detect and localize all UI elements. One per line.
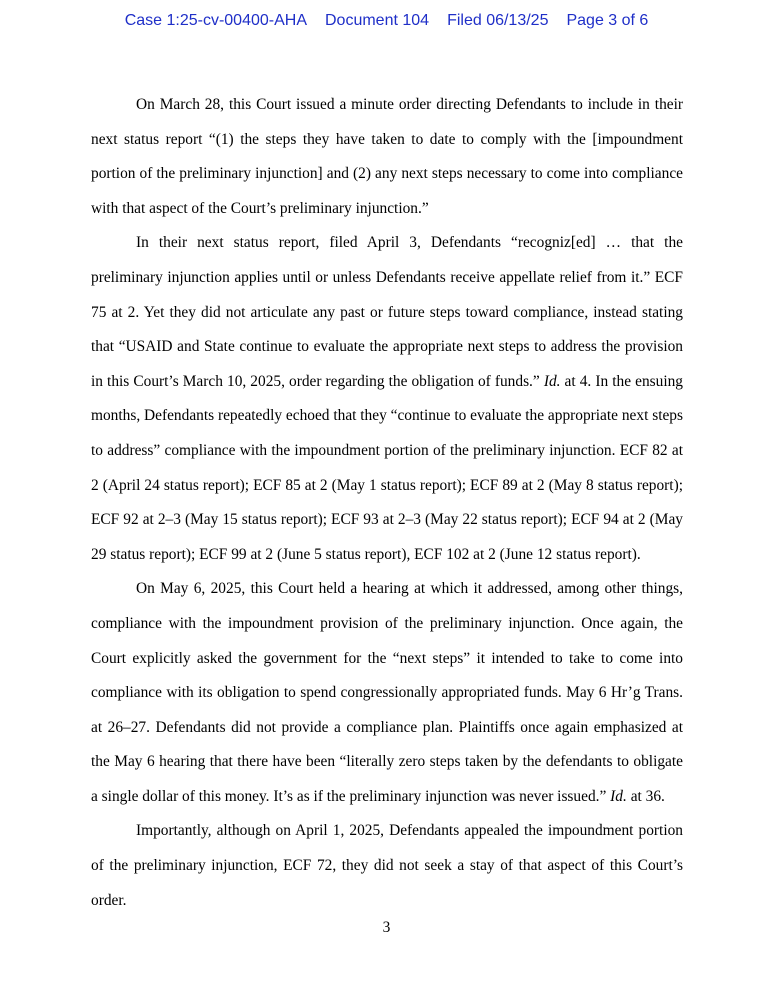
page-number: 3 (382, 919, 391, 936)
body-paragraph (91, 572, 683, 814)
citation-id: Id. (543, 372, 561, 390)
case-number: Case 1:25-cv-00400-AHA (124, 12, 307, 29)
paragraph-text: at 36. (626, 787, 665, 805)
body-paragraph (91, 814, 683, 918)
page-count: Page 3 of 6 (566, 12, 649, 29)
paragraph-text: On May 6, 2025, this Court held a hearing at which it addressed, among other things, compliance with the impoundment provision of the preliminary injunction. Once again, the Court explicitly asked the government for the “next steps” it intended to take to come into compliance with its obligation to spend congressionally appropriated funds. May 6 Hr’g Trans. at 26–27. Defendants did not provide a compliance plan. Plaintiffs once again emphasized at the May 6 hearing that there have been “literally zero steps taken by the defendants to obligate a single dollar of this money. It’s as if the preliminary injunction was never issued.” (91, 580, 683, 805)
paragraph-text: at 4. In the ensuing months, Defendants repeatedly echoed that they “continue to evaluate the appropriate next steps to address” compliance with the impoundment portion of the preliminary injunction. ECF 82 at 2 (April 24 status report); ECF 85 at 2 (May 1 status report); ECF 89 at 2 (May 8 status report); ECF 92 at 2–3 (May 15 status report); ECF 93 at 2–3 (May 22 status report); ECF 94 at 2 (May 29 status report); ECF 99 at 2 (June 5 status report), ECF 102 at 2 (June 12 status report). (91, 372, 684, 563)
body-paragraph (91, 226, 683, 572)
paragraph-text: Importantly, although on April 1, 2025, Defendants appealed the impoundment portion of the preliminary injunction, ECF 72, they did not seek a stay of that aspect of this Court’s order. (91, 822, 683, 909)
ecf-header (0, 12, 773, 30)
citation-id: Id. (610, 787, 627, 805)
paragraph-text: On March 28, this Court issued a minute order directing Defendants to include in their next status report “(1) the steps they have taken to date to comply with the [impoundment portion of the preliminary injunction] and (2) any next steps necessary to come into compliance with that aspect of the Court’s preliminary injunction.” (91, 96, 683, 217)
body-paragraph (91, 88, 683, 226)
paragraph-text: In their next status report, filed April 3, Defendants “recogniz[ed] … that the preliminary injunction applies until or unless Defendants receive appellate relief from it.” ECF 75 at 2. Yet they did not articulate any past or future steps toward compliance, instead stating that “USAID and State continue to evaluate the appropriate next steps to address the provision in this Court’s March 10, 2025, order regarding the obligation of funds.” (91, 234, 683, 390)
document-number: Document 104 (325, 12, 430, 29)
filed-date: Filed 06/13/25 (447, 12, 549, 29)
document-body (91, 88, 683, 918)
